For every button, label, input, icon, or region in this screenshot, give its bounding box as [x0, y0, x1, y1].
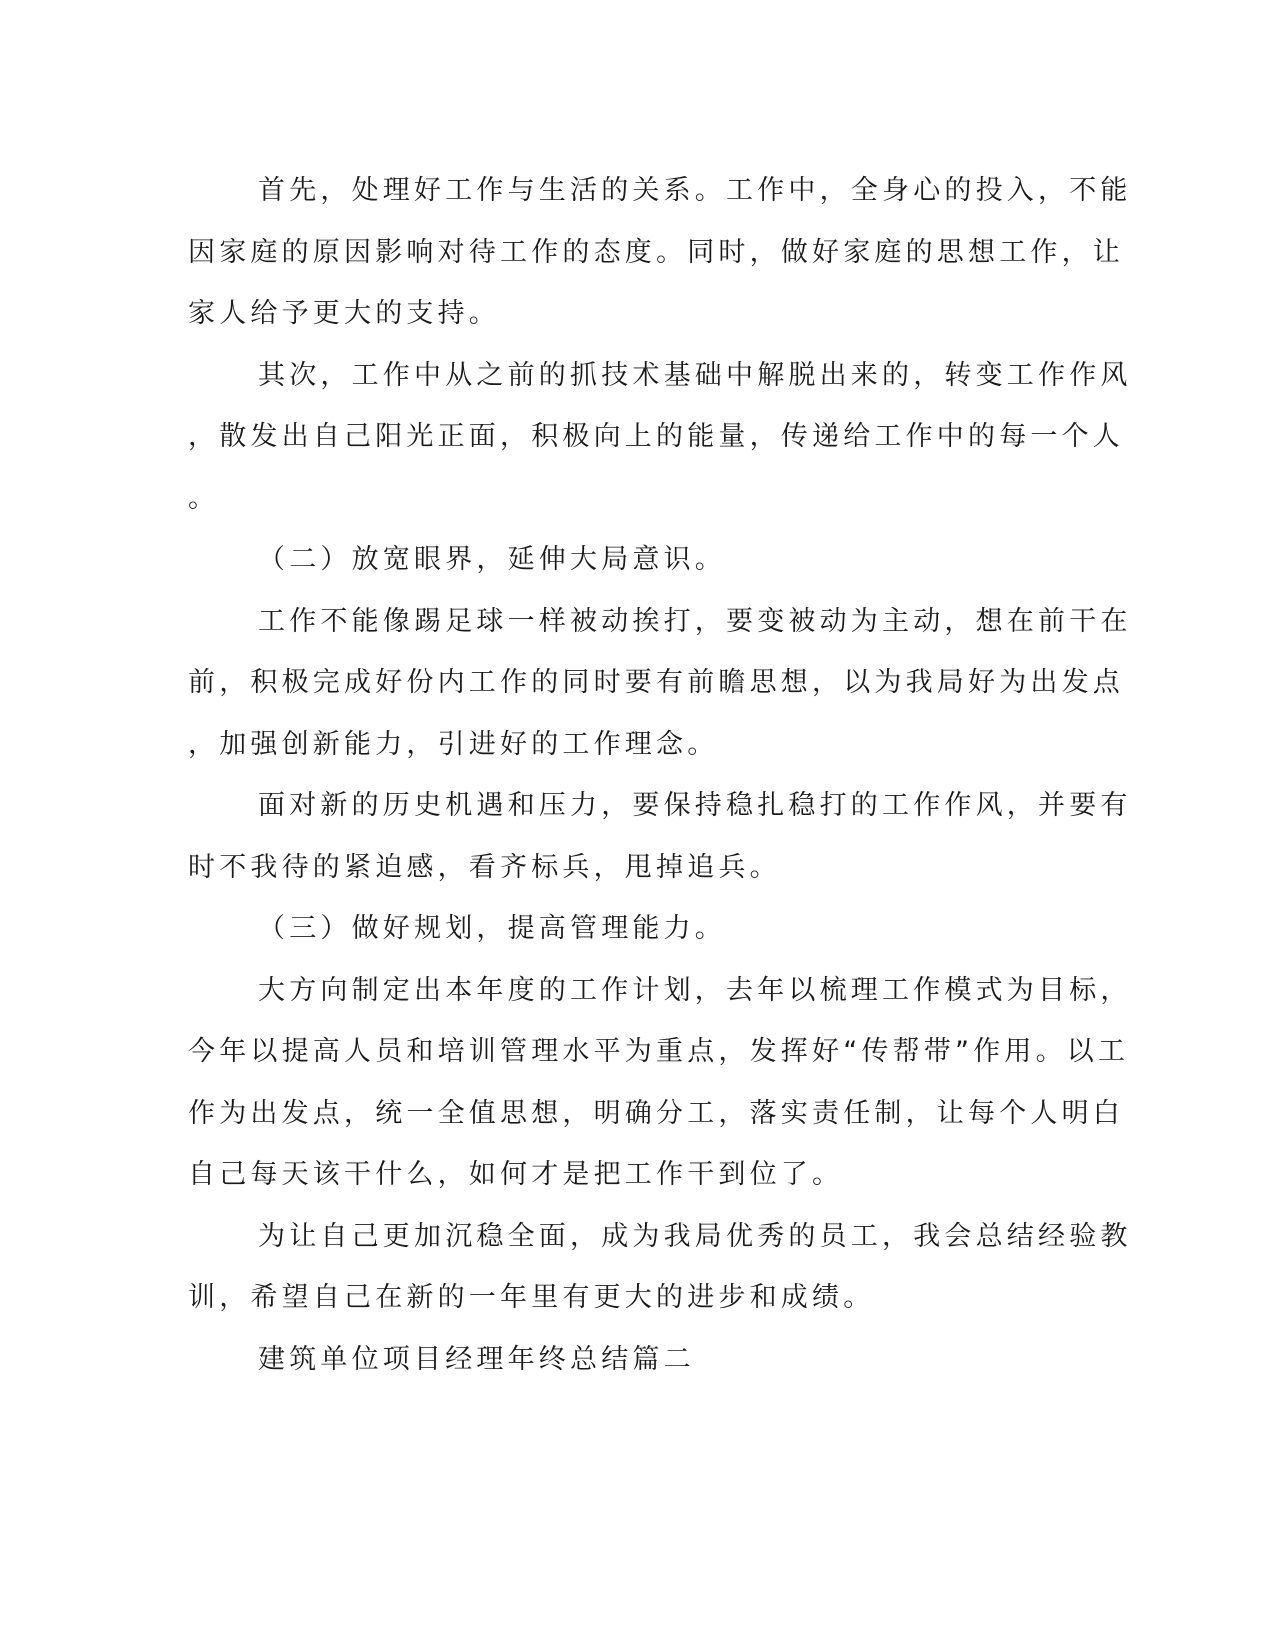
text-line: ，散发出自己阳光正面，积极向上的能量，传递给工作中的每一个人: [188, 421, 1124, 452]
text-line: 今年以提高人员和培训管理水平为重点，发挥好“传帮带”作用。以工: [188, 1036, 1130, 1067]
text-line: 大方向制定出本年度的工作计划，去年以梳理工作模式为目标，: [258, 974, 1132, 1006]
section-heading: （三）做好规划，提高管理能力。: [258, 913, 726, 944]
text-line: 面对新的历史机遇和压力，要保持稳扎稳打的工作作风，并要有: [258, 790, 1132, 821]
text-line: 时不我待的紧迫感，看齐标兵，甩掉追兵。: [188, 851, 781, 883]
section-heading: （二）放宽眼界，延伸大局意识。: [258, 544, 726, 575]
text-line: 因家庭的原因影响对待工作的态度。同时，做好家庭的思想工作，让: [188, 236, 1124, 268]
text-line: 家人给予更大的支持。: [188, 298, 500, 329]
text-line: 工作不能像踢足球一样被动挨打，要变被动为主动，想在前干在: [258, 605, 1132, 637]
text-line: 为让自己更加沉稳全面，成为我局优秀的员工，我会总结经验教: [258, 1220, 1132, 1252]
text-line: 前，积极完成好份内工作的同时要有前瞻思想，以为我局好为出发点: [188, 667, 1124, 698]
text-line: 首先，处理好工作与生活的关系。工作中，全身心的投入，不能: [258, 175, 1132, 206]
text-line: 自己每天该干什么，如何才是把工作干到位了。: [188, 1159, 844, 1190]
document-heading: 建筑单位项目经理年终总结篇二: [258, 1343, 695, 1375]
document-body: [188, 160, 1132, 1390]
text-line: 其次，工作中从之前的抓技术基础中解脱出来的，转变工作作风: [258, 359, 1132, 391]
text-line: 。: [188, 482, 220, 514]
text-line: 训，希望自己在新的一年里有更大的进步和成绩。: [188, 1282, 875, 1313]
text-line: ，加强创新能力，引进好的工作理念。: [188, 728, 719, 760]
text-line: 作为出发点，统一全值思想，明确分工，落实责任制，让每个人明白: [188, 1097, 1124, 1129]
